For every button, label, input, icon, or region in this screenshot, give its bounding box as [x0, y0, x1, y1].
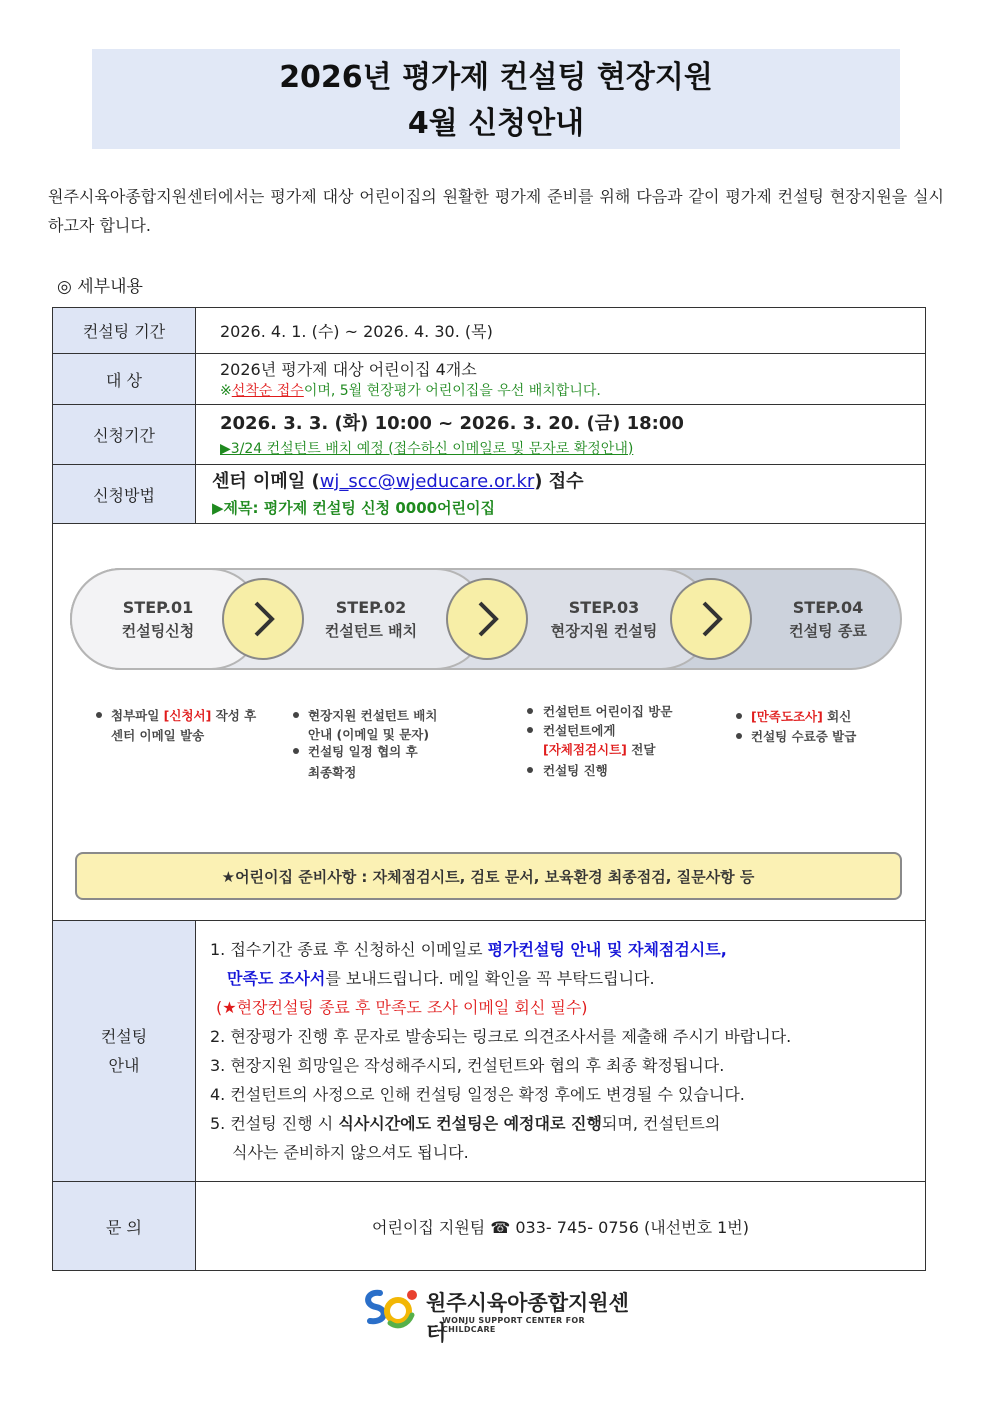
- step-1-detail-1: 첨부파일 [신청서] 작성 후: [111, 707, 257, 723]
- step-3-detail-1: 컨설턴트 어린이집 방문: [543, 703, 673, 719]
- step-4-detail-1: [만족도조사] 회신: [751, 708, 852, 724]
- step-2-number: STEP.02: [335, 597, 407, 617]
- step-2-name: 컨설턴트 배치: [324, 621, 418, 640]
- target-note-rest: 이며, 5월 현장평가 어린이집을 우선 배치합니다.: [303, 382, 601, 399]
- step-2-detail-2: 안내 (이메일 및 문자): [308, 726, 430, 742]
- guide-item-1b: [210, 964, 925, 993]
- details-table: [52, 307, 926, 1271]
- guide-item-3: 3. 현장지원 희망일은 작성해주시되, 컨설턴트와 협의 후 최종 확정됩니다.: [210, 1056, 725, 1075]
- value-guide: [196, 921, 926, 1182]
- target-note: [196, 381, 925, 401]
- logo-korean-name: 원주시육아종합지원센터: [426, 1291, 629, 1345]
- logo-english-name: WONJU SUPPORT CENTER FOR CHILDCARE: [442, 1316, 585, 1334]
- intro-paragraph: 원주시육아종합지원센터에서는 평가제 대상 어린이집의 원활한 평가제 준비를 위해 다음과 같이 평가제 컨설팅 현장지원을 실시하고자 합니다.: [48, 187, 944, 235]
- apply-period-text: 2026. 3. 3. (화) 10:00 ~ 2026. 3. 20. (금) 18:00: [220, 412, 684, 434]
- chevron-right-icon: [671, 579, 751, 659]
- guide-item-5-bold-2: 컨설팅은 예정대로 진행: [436, 1114, 602, 1133]
- guide-item-5-text: 5. 컨설팅 진행 시: [210, 1114, 339, 1133]
- row-period: [53, 308, 926, 354]
- guide-item-4: 4. 컨설턴트의 사정으로 인해 컨설팅 일정은 확정 후에도 변경될 수 있습니다.: [210, 1085, 745, 1104]
- process-diagram: [53, 525, 925, 920]
- step-2-detail-3: 컨설팅 일정 협의 후: [308, 743, 418, 759]
- value-target: [196, 354, 926, 405]
- value-apply-period: [196, 405, 926, 465]
- method-pre: 센터 이메일 (: [212, 471, 320, 492]
- label-guide: [53, 921, 196, 1182]
- guide-item-5-bold-1: 식사시간에도: [338, 1114, 432, 1133]
- step-1-name: 컨설팅신청: [121, 621, 195, 640]
- logo-mark-icon: [360, 1285, 420, 1331]
- row-process-diagram: [53, 524, 926, 921]
- label-method: 신청방법: [53, 465, 196, 524]
- label-guide-line2: 안내: [108, 1056, 140, 1075]
- guide-item-1: [210, 935, 925, 964]
- step-2-detail-4: 최종확정: [308, 764, 357, 780]
- label-period: 컨설팅 기간: [53, 308, 196, 354]
- row-target: [53, 354, 926, 405]
- target-note-highlight: 선착순 접수: [231, 382, 304, 399]
- guide-item-1b-highlight: 만족도 조사서: [227, 969, 326, 988]
- step-3-name: 현장지원 컨설팅: [550, 621, 658, 640]
- guide-item-1c: (★현장컨설팅 종료 후 만족도 조사 이메일 회신 필수): [216, 998, 588, 1017]
- guide-item-1-text: 1. 접수기간 종료 후 신청하신 이메일로: [210, 940, 488, 959]
- method-post: ) 접수: [534, 471, 584, 492]
- row-contact: [53, 1182, 926, 1271]
- guide-item-5: [210, 1109, 925, 1138]
- label-target: 대 상: [53, 354, 196, 405]
- step-2-detail-1: 현장지원 컨설턴트 배치: [308, 707, 438, 723]
- step-4-detail-2: 컨설팅 수료증 발급: [751, 728, 857, 744]
- method-text: [196, 468, 925, 496]
- guide-item-5-rest: 되며, 컨설턴트의: [601, 1114, 721, 1133]
- method-note: ▶제목: 평가제 컨설팅 신청 0000어린이집: [212, 499, 496, 517]
- period-text: 2026. 4. 1. (수) ~ 2026. 4. 30. (목): [220, 322, 493, 341]
- row-method: [53, 465, 926, 524]
- document-title: [92, 49, 900, 149]
- target-note-mark: ※: [220, 382, 232, 399]
- step-4-number: STEP.04: [792, 597, 864, 617]
- label-apply-period: 신청기간: [53, 405, 196, 465]
- step-1-number: STEP.01: [122, 597, 194, 617]
- step-3-detail-2: 컨설턴트에게: [543, 722, 616, 738]
- label-contact: 문 의: [53, 1182, 196, 1271]
- apply-period-note: ▶3/24 컨설턴트 배치 예정 (접수하신 이메일로 및 문자로 확정안내): [220, 440, 634, 457]
- process-diagram-cell: [53, 524, 926, 921]
- value-contact: 어린이집 지원팀 ☎ 033- 745- 0756 (내선번호 1번): [196, 1182, 926, 1271]
- chevron-right-icon: [447, 579, 527, 659]
- step-1-detail-2: 센터 이메일 발송: [111, 727, 205, 743]
- guide-item-1b-text: 를 보내드립니다. 메일 확인을 꼭 부탁드립니다.: [325, 969, 655, 988]
- step-4-name: 컨설팅 종료: [789, 621, 867, 640]
- step-3-number: STEP.03: [568, 597, 640, 617]
- label-guide-line1: 컨설팅: [100, 1027, 148, 1046]
- guide-item-1-highlight: 평가컨설팅 안내 및 자체점검시트,: [487, 940, 727, 959]
- step-3-detail-4: 컨설팅 진행: [543, 762, 608, 778]
- target-text: 2026년 평가제 대상 어린이집 4개소: [220, 359, 477, 379]
- value-period: [196, 308, 926, 354]
- step-details: [96, 704, 857, 780]
- value-method: [196, 465, 926, 524]
- step-3-detail-3: [자체점검시트] 전달: [543, 741, 656, 757]
- center-logo: [360, 1285, 630, 1345]
- title-line-2: 4월 신청안내: [407, 106, 585, 141]
- section-title: ◎ 세부내용: [57, 277, 143, 297]
- title-line-1: 2026년 평가제 컨설팅 현장지원: [279, 60, 713, 95]
- row-apply-period: [53, 405, 926, 465]
- email-link[interactable]: wj_scc@wjeducare.or.kr: [319, 471, 535, 492]
- guide-item-2: 2. 현장평가 진행 후 문자로 발송되는 링크로 의견조사서를 제출해 주시기 바랍니다.: [210, 1027, 792, 1046]
- row-guide: [53, 921, 926, 1182]
- prep-note: ★어린이집 준비사항 : 자체점검시트, 검토 문서, 보육환경 최종점검, 질문사항 등: [221, 867, 755, 886]
- chevron-right-icon: [223, 579, 303, 659]
- guide-item-5b: 식사는 준비하지 않으셔도 됩니다.: [232, 1143, 469, 1162]
